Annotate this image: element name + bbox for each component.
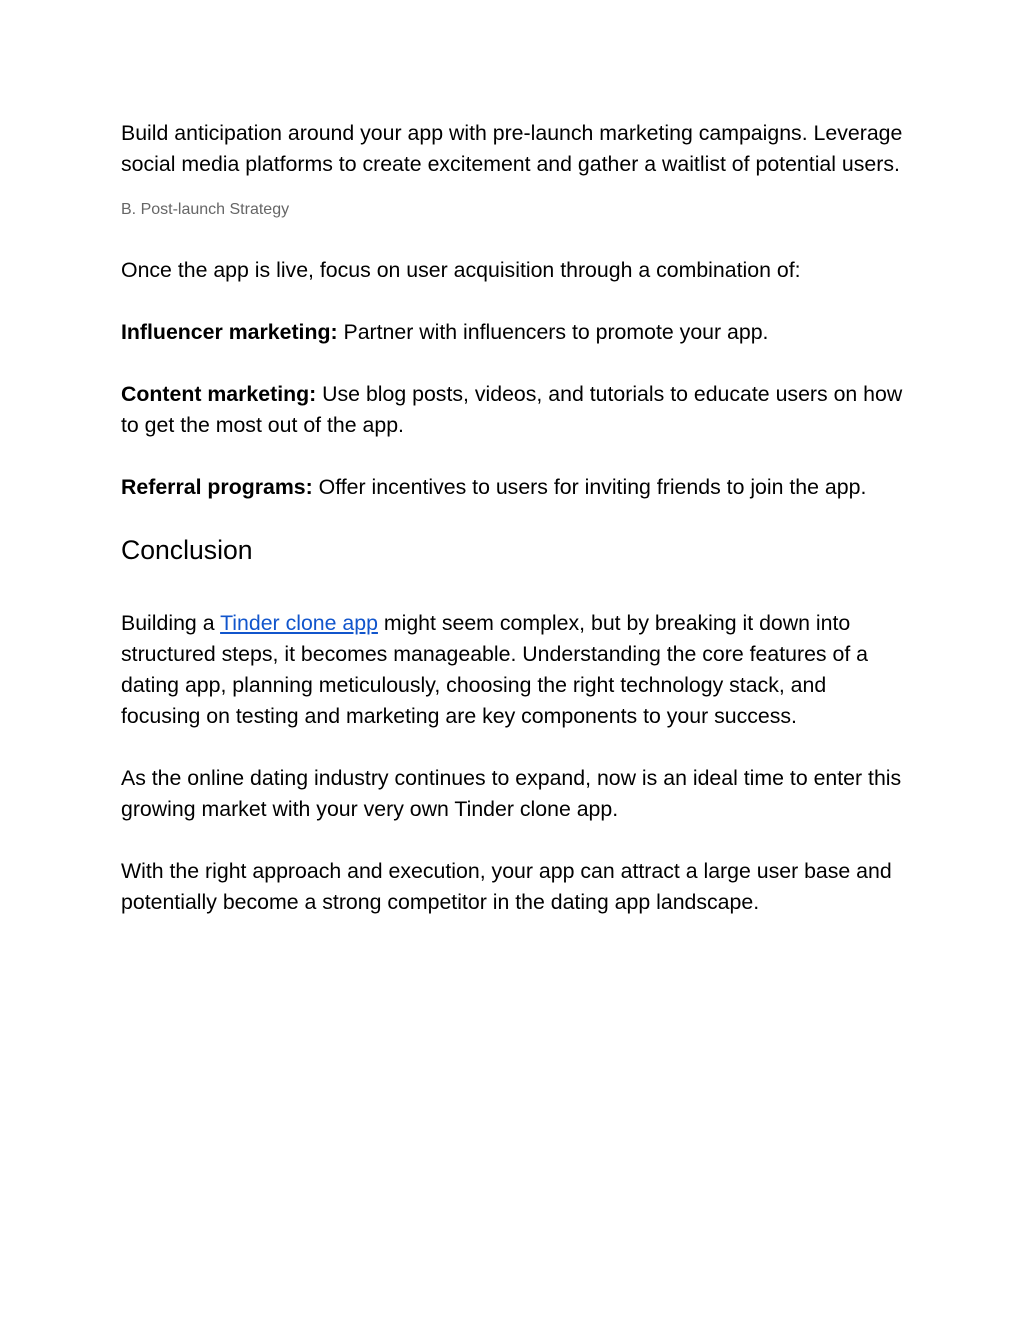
tinder-clone-app-link[interactable]: Tinder clone app [220,611,378,635]
conclusion-paragraph-2: As the online dating industry continues to expand, now is an ideal time to enter this growing market with your very own Tinder clone app. [121,766,902,821]
post-launch-subheading: B. Post-launch Strategy [121,201,290,218]
item-text: Offer incentives to users for inviting friends to join the app. [312,475,867,499]
paragraph-text: Building a [121,611,221,635]
prelaunch-paragraph: Build anticipation around your app with pre-launch marketing campaigns. Leverage social media platforms to create excitement and gather a waitlist of potential users. [121,121,903,176]
conclusion-paragraph-1 [121,608,911,732]
post-launch-intro: Once the app is live, focus on user acquisition through a combination of: [121,258,801,282]
item-label: Referral programs: [121,475,313,499]
list-item-referral-programs [121,472,911,503]
list-item-influencer-marketing [121,317,911,348]
paragraph-text: might seem complex, but by breaking it down into structured steps, it becomes manageable. Understanding the core features of a dating app, planning meticulously, choosing the right technology stack, and focusing on testing and marketing are key components to your success. [121,611,869,728]
item-text: Use blog posts, videos, and tutorials to educate users on how to get the most out of the app. [121,382,903,437]
item-label: Content marketing: [121,382,317,406]
conclusion-heading: Conclusion [121,535,253,565]
list-item-content-marketing [121,379,911,441]
item-text: Partner with influencers to promote your app. [337,320,769,344]
document-page [121,118,911,918]
item-label: Influencer marketing: [121,320,338,344]
conclusion-paragraph-3: With the right approach and execution, your app can attract a large user base and potentially become a strong competitor in the dating app landscape. [121,859,892,914]
